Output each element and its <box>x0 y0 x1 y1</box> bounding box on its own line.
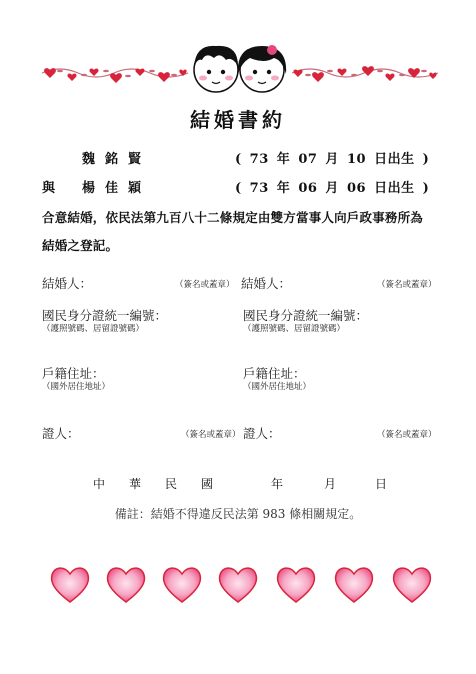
month-label: 月 <box>324 477 337 491</box>
spouse-2-id-label: 國民身分證統一編號： <box>243 308 369 323</box>
party-row-1 <box>0 148 476 168</box>
left-heart-garland-icon <box>40 62 190 84</box>
heart-icon <box>48 562 92 606</box>
spouse-2-id-hint: （護照號碼、居留證號碼） <box>243 324 346 334</box>
groom-name: 魏銘賢 <box>82 152 152 167</box>
heart-icon <box>104 562 148 606</box>
document-title: 結婚書約 <box>190 108 286 132</box>
spouse-2-address-label: 戶籍住址： <box>243 366 306 381</box>
cartoon-couple-icon <box>186 38 292 96</box>
heart-icon <box>390 562 434 606</box>
heart-icon <box>216 562 260 606</box>
right-heart-garland-icon <box>290 62 440 84</box>
spouse-2-address-hint: （國外居住地址） <box>243 382 312 392</box>
republic-era-label: 中 華 民 國 <box>93 477 220 491</box>
groom-birthdate: ( 73 年 07 月 10 日出生 ) <box>235 152 430 167</box>
year-label: 年 <box>271 477 284 491</box>
heart-icon <box>274 562 318 606</box>
spouse-1-address-hint: （國外居住地址） <box>42 382 111 392</box>
witness-1-seal-hint: （簽名或蓋章） <box>181 430 241 440</box>
day-label: 日 <box>375 477 388 491</box>
spouse-1-id-label: 國民身分證統一編號： <box>42 308 168 323</box>
bottom-heart-row <box>40 562 440 612</box>
party-row-2 <box>0 177 476 197</box>
spouse-1-address-label: 戶籍住址： <box>42 366 105 381</box>
spouse-2-label: 結婚人： <box>241 276 292 291</box>
legal-note: 備註：結婚不得違反民法第 983 條相關規定。 <box>114 507 362 521</box>
spouse-2-seal-hint: （簽名或蓋章） <box>377 280 437 290</box>
witness-1-label: 證人： <box>42 426 80 441</box>
date-row <box>0 475 476 491</box>
spouse-1-label: 結婚人： <box>42 276 93 291</box>
bride-birthdate: ( 73 年 06 月 06 日出生 ) <box>235 181 430 196</box>
spouse-1-seal-hint: （簽名或蓋章） <box>175 280 235 290</box>
party-prefix: 與 <box>42 181 56 196</box>
heart-icon <box>332 562 376 606</box>
spouse-1-id-hint: （護照號碼、居留證號碼） <box>42 324 145 334</box>
agreement-statement-line-2: 結婚之登記。 <box>42 238 119 253</box>
bride-name: 楊佳穎 <box>82 181 152 196</box>
witness-2-seal-hint: （簽名或蓋章） <box>377 430 437 440</box>
witness-2-label: 證人： <box>243 426 281 441</box>
heart-icon <box>160 562 204 606</box>
agreement-statement-line-1: 合意結婚，依民法第九百八十二條規定由雙方當事人向戶政事務所為 <box>42 210 424 225</box>
